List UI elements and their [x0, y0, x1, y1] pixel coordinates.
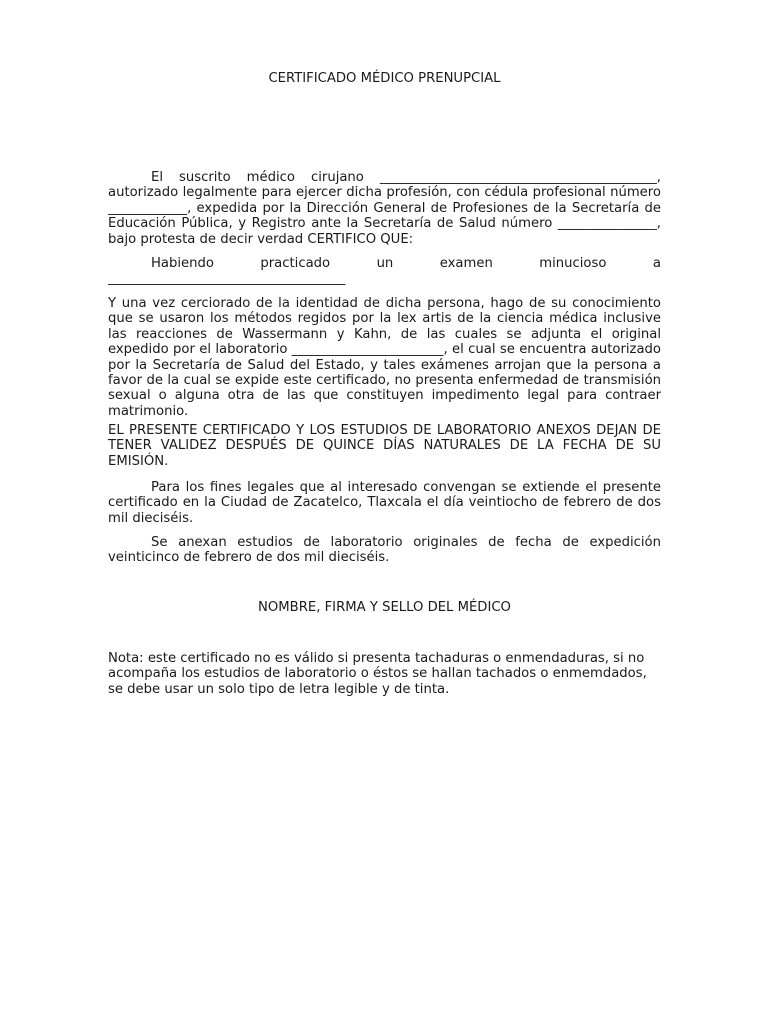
paragraph-physician-statement: El suscrito médico cirujano __________________________________________, autorizado legalmente para ejercer dicha profesión, con cédula profesional número ____________, expedida por la Dirección General de Profesiones de la Secretaría de Educación Pública, y Registro ante la Secretaría de Salud número _______________, bajo protesta de decir verdad CERTIFICO QUE: [108, 170, 661, 247]
paragraph-laboratory-results: Y una vez cerciorado de la identidad de dicha persona, hago de su conocimiento que se usaron los métodos regidos por la lex artis de la ciencia médica inclusive las reacciones de Wassermann y Kahn, de las cuales se adjunta el original expedido por el laboratorio _______________________, el cual se encuentra autorizado por la Secretaría de Salud del Estado, y tales exámenes arrojan que la persona a favor de la cual se expide este certificado, no presenta enfermedad de transmisión sexual o alguna otra de las que constituyen impedimento legal para contraer matrimonio. [108, 296, 661, 419]
examination-blank-line: ____________________________________ [108, 271, 346, 287]
document-title: CERTIFICADO MÉDICO PRENUPCIAL [268, 71, 501, 86]
examination-word: Habiendo [151, 256, 214, 271]
paragraph-attachments: Se anexan estudios de laboratorio originales de fecha de expedición veinticinco de febrero de dos mil dieciséis. [108, 535, 661, 566]
paragraph-examination [108, 256, 661, 287]
footnote: Nota: este certificado no es válido si presenta tachaduras o enmendaduras, si no acompaña los estudios de laboratorio o éstos se hallan tachados o enmemdados, se debe usar un solo tipo de letra legible y de tinta. [108, 651, 647, 697]
examination-word: a [652, 256, 661, 271]
signature-line: NOMBRE, FIRMA Y SELLO DEL MÉDICO [258, 600, 511, 615]
paragraph-validity-notice: EL PRESENTE CERTIFICADO Y LOS ESTUDIOS DE LABORATORIO ANEXOS DEJAN DE TENER VALIDEZ DESPUÉS DE QUINCE DÍAS NATURALES DE LA FECHA DE SU EMISIÓN. [108, 423, 661, 469]
paragraph-issuance: Para los fines legales que al interesado convengan se extiende el presente certificado en la Ciudad de Zacatelco, Tlaxcala el día veintiocho de febrero de dos mil dieciséis. [108, 480, 661, 526]
examination-line [108, 256, 661, 271]
examination-word: un [376, 256, 394, 271]
examination-word: practicado [260, 256, 331, 271]
examination-word: examen [439, 256, 493, 271]
examination-word: minucioso [539, 256, 607, 271]
